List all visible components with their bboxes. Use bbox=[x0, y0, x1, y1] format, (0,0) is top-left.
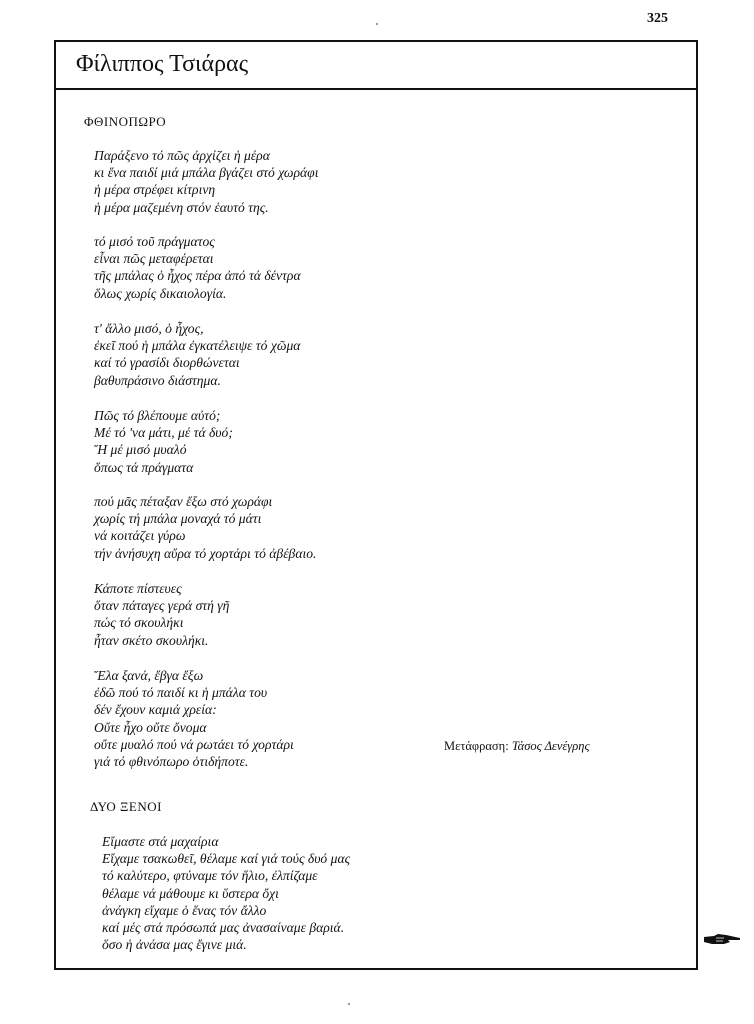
poem-line: Μέ τό 'να μάτι, μέ τά δυό; bbox=[94, 425, 233, 441]
poem-line: Παράξενο τό πῶς ἀρχίζει ἡ μέρα bbox=[94, 148, 270, 163]
poem-line: ὅσο ἡ ἀνάσα μας ἔγινε μιά. bbox=[102, 937, 247, 953]
poem-line: τήν ἀνήσυχη αὔρα τό χορτάρι τό ἀβέβαιο. bbox=[94, 545, 317, 561]
poem-line: Κάποτε πίστευες bbox=[94, 581, 182, 596]
poem-line: τό καλύτερο, φτύναμε τόν ἥλιο, ἐλπίζαμε bbox=[102, 868, 318, 884]
poem-line: Οὔτε ἦχο οὔτε ὄνομα bbox=[94, 719, 207, 735]
stanza-3 bbox=[94, 320, 300, 389]
translator-name: Τάσος Δενέγρης bbox=[511, 739, 590, 753]
poem-line: ἡ μέρα μαζεμένη στόν ἑαυτό της. bbox=[94, 199, 269, 215]
poem-line: ἡ μέρα στρέφει κίτρινη bbox=[94, 182, 216, 198]
poem-line: κι ἕνα παιδί μιά μπάλα βγάζει στό χωράφι bbox=[94, 165, 319, 181]
poem-line: ὅταν πάταγες γερά στή γῆ bbox=[94, 598, 230, 614]
poem-frame bbox=[54, 40, 698, 970]
stanza-dyo-xenoi bbox=[102, 833, 350, 953]
author-name: Φίλιππος Τσιάρας bbox=[76, 51, 249, 77]
translation-credit bbox=[444, 739, 590, 754]
poem-line: καί τό γρασίδι διορθώνεται bbox=[94, 355, 240, 371]
poem-line: οὔτε μυαλό πού νά ρωτάει τό χορτάρι bbox=[94, 736, 294, 752]
poem-line: νά κοιτάζει γύρω bbox=[94, 528, 186, 544]
poem-line: ἀνάγκη εἴχαμε ὁ ἕνας τόν ἄλλο bbox=[102, 902, 267, 918]
poem-line: Ἔλα ξανά, ἔβγα ἔξω bbox=[94, 668, 204, 683]
poem-line: καί μές στά πρόσωπά μας ἀνασαίναμε βαριά. bbox=[102, 920, 345, 936]
poem-line: βαθυπράσινο διάστημα. bbox=[94, 372, 221, 388]
stanza-2 bbox=[94, 233, 301, 302]
poem-line: τ' ἄλλο μισό, ὁ ἦχος, bbox=[94, 321, 204, 336]
poem-line: Πῶς τό βλέπουμε αὐτό; bbox=[94, 408, 221, 423]
poem-line: Εἴχαμε τσακωθεῖ, θέλαμε καί γιά τούς δυό μας bbox=[102, 851, 351, 867]
poem-line: Ἤ μέ μισό μυαλό bbox=[94, 442, 187, 458]
poem-line: πώς τό σκουλήκι bbox=[94, 615, 184, 631]
poem-line: τῆς μπάλας ὁ ἦχος πέρα ἀπό τά δέντρα bbox=[94, 268, 301, 284]
poem-line: δέν ἔχουν καμιά χρεία: bbox=[94, 702, 217, 718]
poem-line: ὅλως χωρίς δικαιολογία. bbox=[94, 285, 227, 301]
poem-line: γιά τό φθινόπωρο ὁτιδήποτε. bbox=[94, 754, 249, 770]
translation-label: Μετάφραση: bbox=[444, 739, 509, 753]
paper-speck bbox=[348, 1003, 350, 1005]
poem-line: ἦταν σκέτο σκουλήκι. bbox=[94, 632, 209, 648]
poem-line: θέλαμε νά μάθουμε κι ὕστερα ὄχι bbox=[102, 885, 279, 901]
page-number: 325 bbox=[647, 11, 668, 26]
stanza-7 bbox=[94, 667, 294, 770]
stanza-5 bbox=[94, 493, 316, 562]
stanza-6 bbox=[94, 580, 229, 649]
pointing-hand-icon bbox=[702, 932, 742, 948]
poem-line: ἐδῶ πού τό παιδί κι ἡ μπάλα του bbox=[94, 685, 268, 701]
poem-line: ἐκεῖ πού ἡ μπάλα ἐγκατέλειψε τό χῶμα bbox=[94, 338, 301, 354]
stanza-1 bbox=[94, 147, 318, 216]
poem-line: Εἴμαστε στά μαχαίρια bbox=[102, 834, 219, 849]
stanza-4 bbox=[94, 407, 233, 476]
poem-line: ὅπως τά πράγματα bbox=[94, 459, 194, 475]
poem-line: τό μισό τοῦ πράγματος bbox=[94, 234, 215, 249]
poem-line: πού μᾶς πέταξαν ἔξω στό χωράφι bbox=[94, 494, 273, 509]
poem-line: εἶναι πῶς μεταφέρεται bbox=[94, 251, 214, 267]
poem-title-fthinoporo: ΦΘΙΝΟΠΩΡΟ bbox=[84, 114, 167, 129]
poem-line: χωρίς τή μπάλα μοναχά τό μάτι bbox=[94, 511, 262, 527]
paper-speck bbox=[376, 23, 378, 25]
author-header bbox=[56, 42, 696, 90]
poem-title-dyo-xenoi: ΔΥΟ ΞΕΝΟΙ bbox=[90, 799, 162, 814]
